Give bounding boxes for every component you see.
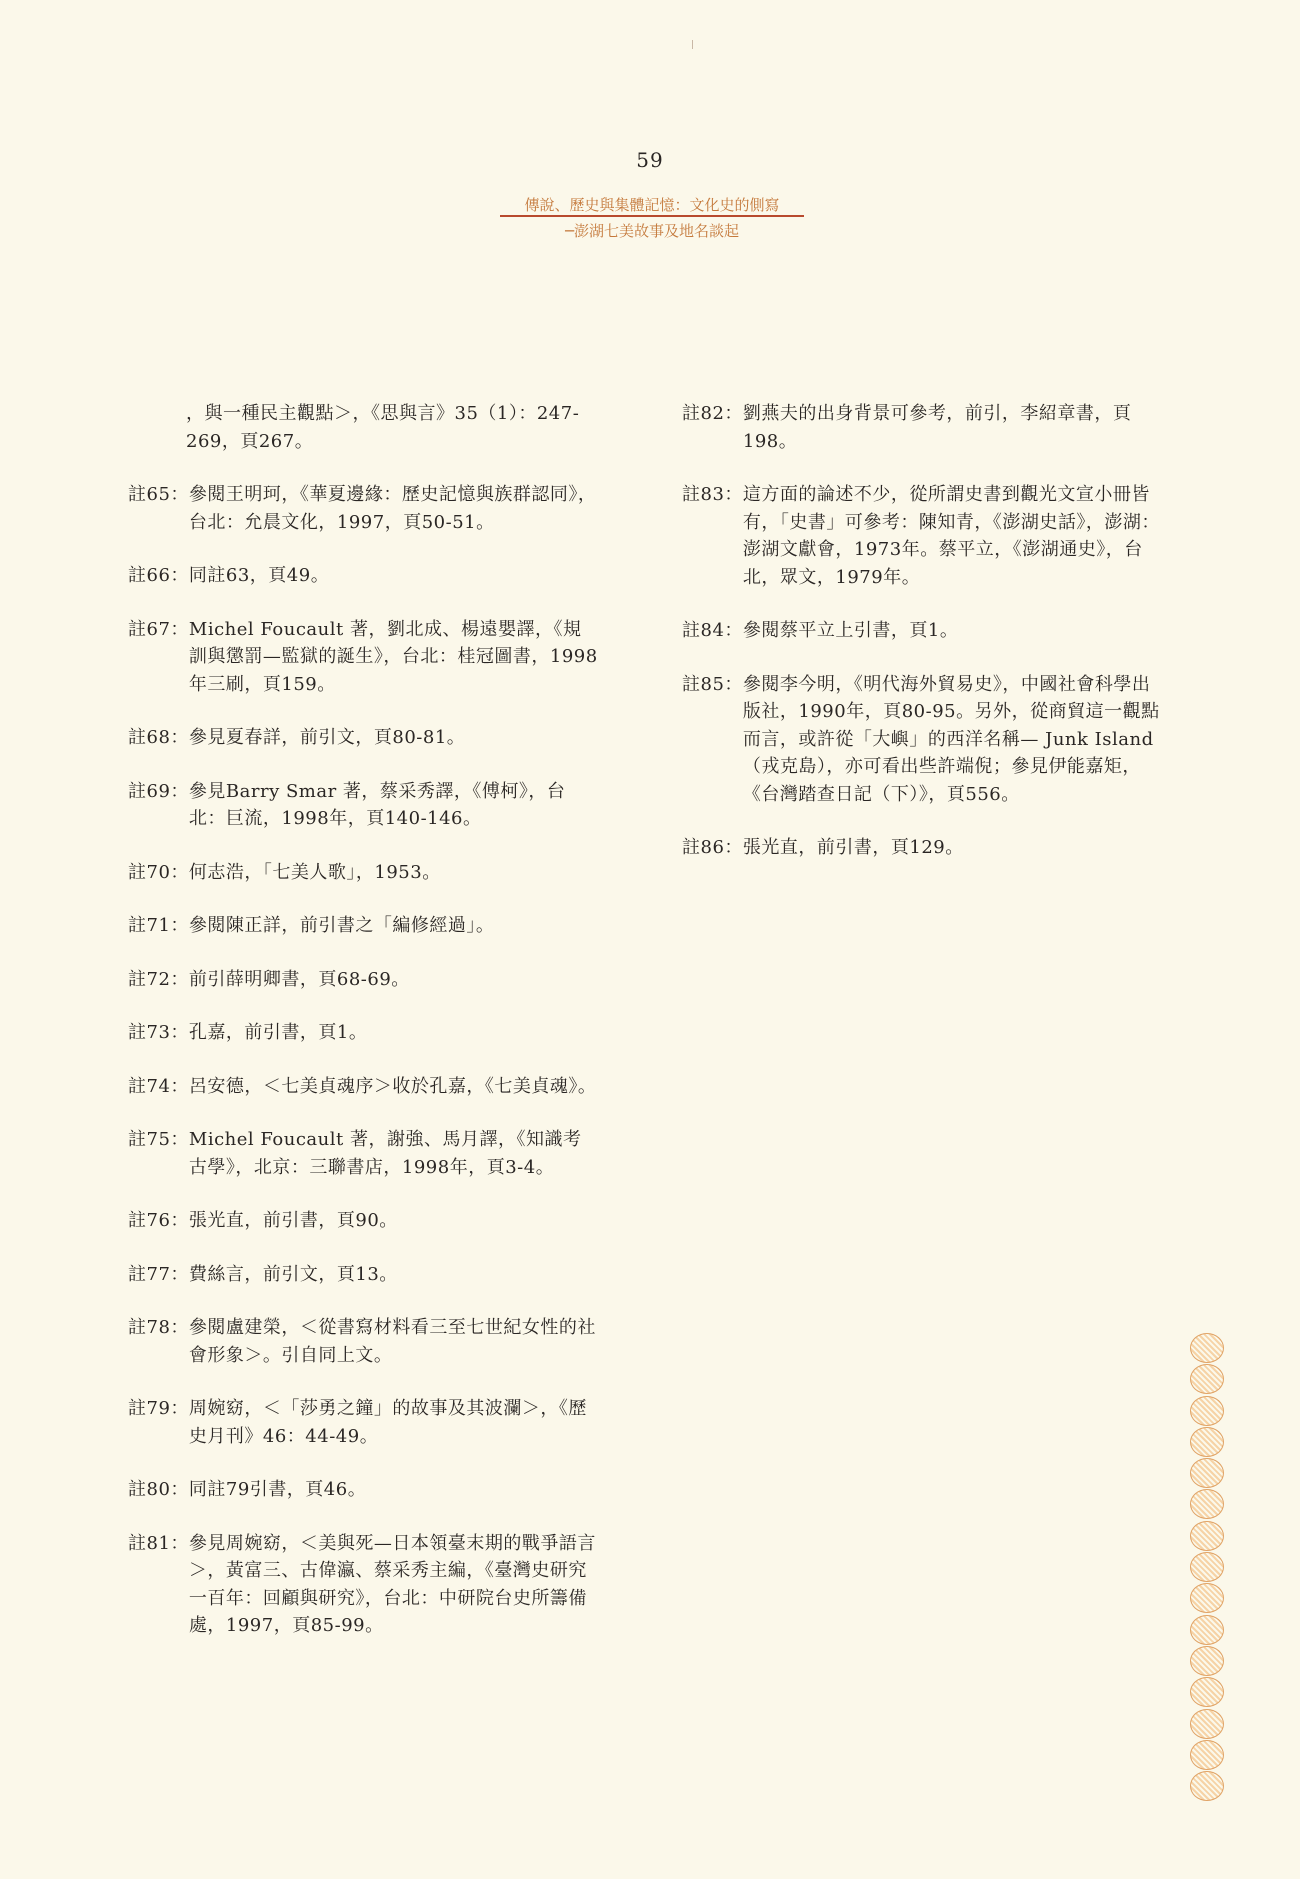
footnote <box>682 671 1162 809</box>
footnote <box>682 834 1162 862</box>
footnote <box>128 562 598 590</box>
decorative-oval-icon <box>1190 1458 1224 1488</box>
footnote-label: 註77： <box>128 1263 189 1285</box>
decorative-oval-icon <box>1190 1709 1224 1739</box>
footnote-text: ，與一種民主觀點＞，《思與言》35（1）：247-269，頁267。 <box>186 403 580 452</box>
footnote <box>128 724 598 752</box>
footnote-text: 同註79引書，頁46。 <box>188 1479 367 1500</box>
footnotes-left-column <box>128 400 598 1666</box>
footnote-text: 參閱陳正詳，前引書之「編修經過」。 <box>188 915 495 936</box>
footnote-label: 註79： <box>128 1398 189 1419</box>
footnote-label: 註73： <box>128 1022 189 1043</box>
decorative-oval-icon <box>1190 1364 1224 1394</box>
decorative-oval-icon <box>1190 1552 1224 1582</box>
footnote <box>128 616 598 699</box>
footnote <box>128 1476 598 1504</box>
footnote-text: 同註63，頁49。 <box>188 565 330 586</box>
footnote <box>128 966 598 994</box>
footnote-text: 張光直，前引書，頁90。 <box>188 1210 398 1231</box>
header-underline <box>500 215 804 217</box>
footnote <box>128 912 598 940</box>
footnote <box>128 1019 598 1047</box>
footnote-label: 註71： <box>128 915 189 936</box>
footnote-text: 孔嘉，前引書，頁1。 <box>188 1022 368 1043</box>
footnote-label: 註69： <box>128 780 189 802</box>
footnote-text: 參見Barry Smar 著，蔡采秀譯，《傅柯》，台北：巨流，1998年，頁140-146。 <box>188 780 566 829</box>
footnote <box>128 1314 598 1369</box>
footnotes-right-column <box>682 400 1162 888</box>
footnote-text: 何志浩，「七美人歌」，1953。 <box>188 861 441 883</box>
footnote <box>682 617 1162 645</box>
footnote-label: 註65： <box>128 484 189 505</box>
footnote <box>128 1261 598 1289</box>
footnote-text: 這方面的論述不少，從所謂史書到觀光文宣小冊皆有，「史書」可參考：陳知青，《澎湖史話》，澎湖：澎湖文獻會，1973年。蔡平立，《澎湖通史》，台北，眾文，1979年。 <box>742 484 1160 588</box>
footnote-label: 註72： <box>128 968 189 990</box>
footnote-text: Michel Foucault 著，謝強、馬月譯，《知識考古學》，北京：三聯書店，1998年，頁3-4。 <box>188 1129 582 1178</box>
scan-speck <box>692 40 693 49</box>
footnote <box>128 859 598 887</box>
footnote-label: 註67： <box>128 618 189 640</box>
footnote-label: 註82： <box>682 403 743 424</box>
footnote-label: 註80： <box>128 1479 189 1500</box>
running-header-subtitle: ─澎湖七美故事及地名談起 <box>564 222 740 240</box>
footnote-label: 註78： <box>128 1317 189 1338</box>
footnote <box>682 400 1162 455</box>
footnote-text: 張光直，前引書，頁129。 <box>742 837 964 858</box>
decorative-oval-icon <box>1190 1396 1224 1426</box>
footnote <box>128 481 598 536</box>
footnote-text: 費絲言，前引文，頁13。 <box>188 1263 398 1285</box>
decorative-oval-icon <box>1190 1333 1224 1363</box>
footnote <box>682 481 1162 591</box>
footnote-label: 註83： <box>682 484 743 505</box>
footnote <box>128 1395 598 1450</box>
decorative-ornament-strip <box>1190 1333 1226 1802</box>
footnote-text: 參閱盧建榮，＜從書寫材料看三至七世紀女性的社會形象＞。引自同上文。 <box>188 1317 596 1366</box>
footnote-label: 註76： <box>128 1210 189 1231</box>
footnote <box>128 1530 598 1640</box>
decorative-oval-icon <box>1190 1646 1224 1676</box>
decorative-oval-icon <box>1190 1615 1224 1645</box>
decorative-oval-icon <box>1190 1771 1224 1801</box>
footnote-label: 註75： <box>128 1129 189 1150</box>
footnote <box>128 778 598 833</box>
footnote-text: 參閱王明珂，《華夏邊緣：歷史記憶與族群認同》，台北：允晨文化，1997，頁50-51。 <box>188 484 597 533</box>
footnote-label: 註86： <box>682 837 743 858</box>
footnote <box>128 1126 598 1181</box>
page-number: 59 <box>636 148 664 172</box>
footnote-text: 參閱李今明，《明代海外貿易史》，中國社會科學出版社，1990年，頁80-95。另外，從商貿這一觀點而言，或許從「大嶼」的西洋名稱— Junk Island（戎克島），亦可看出些許端倪；參見伊能嘉矩，《台灣踏查日記（下）》，頁556。 <box>742 673 1160 805</box>
decorative-oval-icon <box>1190 1583 1224 1613</box>
footnote-text: 參閱蔡平立上引書，頁1。 <box>742 620 959 641</box>
footnote-text: 周婉窈，＜「莎勇之鐘」的故事及其波瀾＞，《歷史月刊》46：44-49。 <box>188 1398 587 1447</box>
footnote-text: 前引薛明卿書，頁68-69。 <box>188 968 410 990</box>
footnote-label: 註84： <box>682 620 743 641</box>
decorative-oval-icon <box>1190 1677 1224 1707</box>
footnote-text: 參見夏春詳，前引文，頁80-81。 <box>188 727 466 748</box>
footnote-label: 註85： <box>682 673 743 695</box>
footnote-label: 註66： <box>128 565 189 586</box>
footnote <box>128 1207 598 1235</box>
footnote-label: 註68： <box>128 727 189 748</box>
decorative-oval-icon <box>1190 1521 1224 1551</box>
footnote-label: 註74： <box>128 1075 189 1097</box>
footnote-text: 呂安德，＜七美貞魂序＞收於孔嘉，《七美貞魂》。 <box>188 1075 597 1097</box>
decorative-oval-icon <box>1190 1427 1224 1457</box>
running-header-title: 傳說、歷史與集體記憶：文化史的側寫 <box>524 196 780 214</box>
footnote-text: Michel Foucault 著，劉北成、楊遠嬰譯，《規訓與懲罰—監獄的誕生》，台北：桂冠圖書，1998年三刷，頁159。 <box>188 618 598 695</box>
decorative-oval-icon <box>1190 1740 1224 1770</box>
footnote <box>128 1073 598 1101</box>
footnote-text: 劉燕夫的出身背景可參考，前引，李紹章書，頁198。 <box>742 403 1132 452</box>
footnote-label: 註70： <box>128 861 189 883</box>
footnote-text: 參見周婉窈，＜美與死—日本領臺末期的戰爭語言＞，黃富三、古偉瀛、蔡采秀主編，《臺灣史研究一百年：回顧與研究》，台北：中研院台史所籌備處，1997，頁85-99。 <box>188 1532 596 1636</box>
footnote-label: 註81： <box>128 1532 189 1554</box>
footnote <box>128 400 598 455</box>
decorative-oval-icon <box>1190 1489 1224 1519</box>
